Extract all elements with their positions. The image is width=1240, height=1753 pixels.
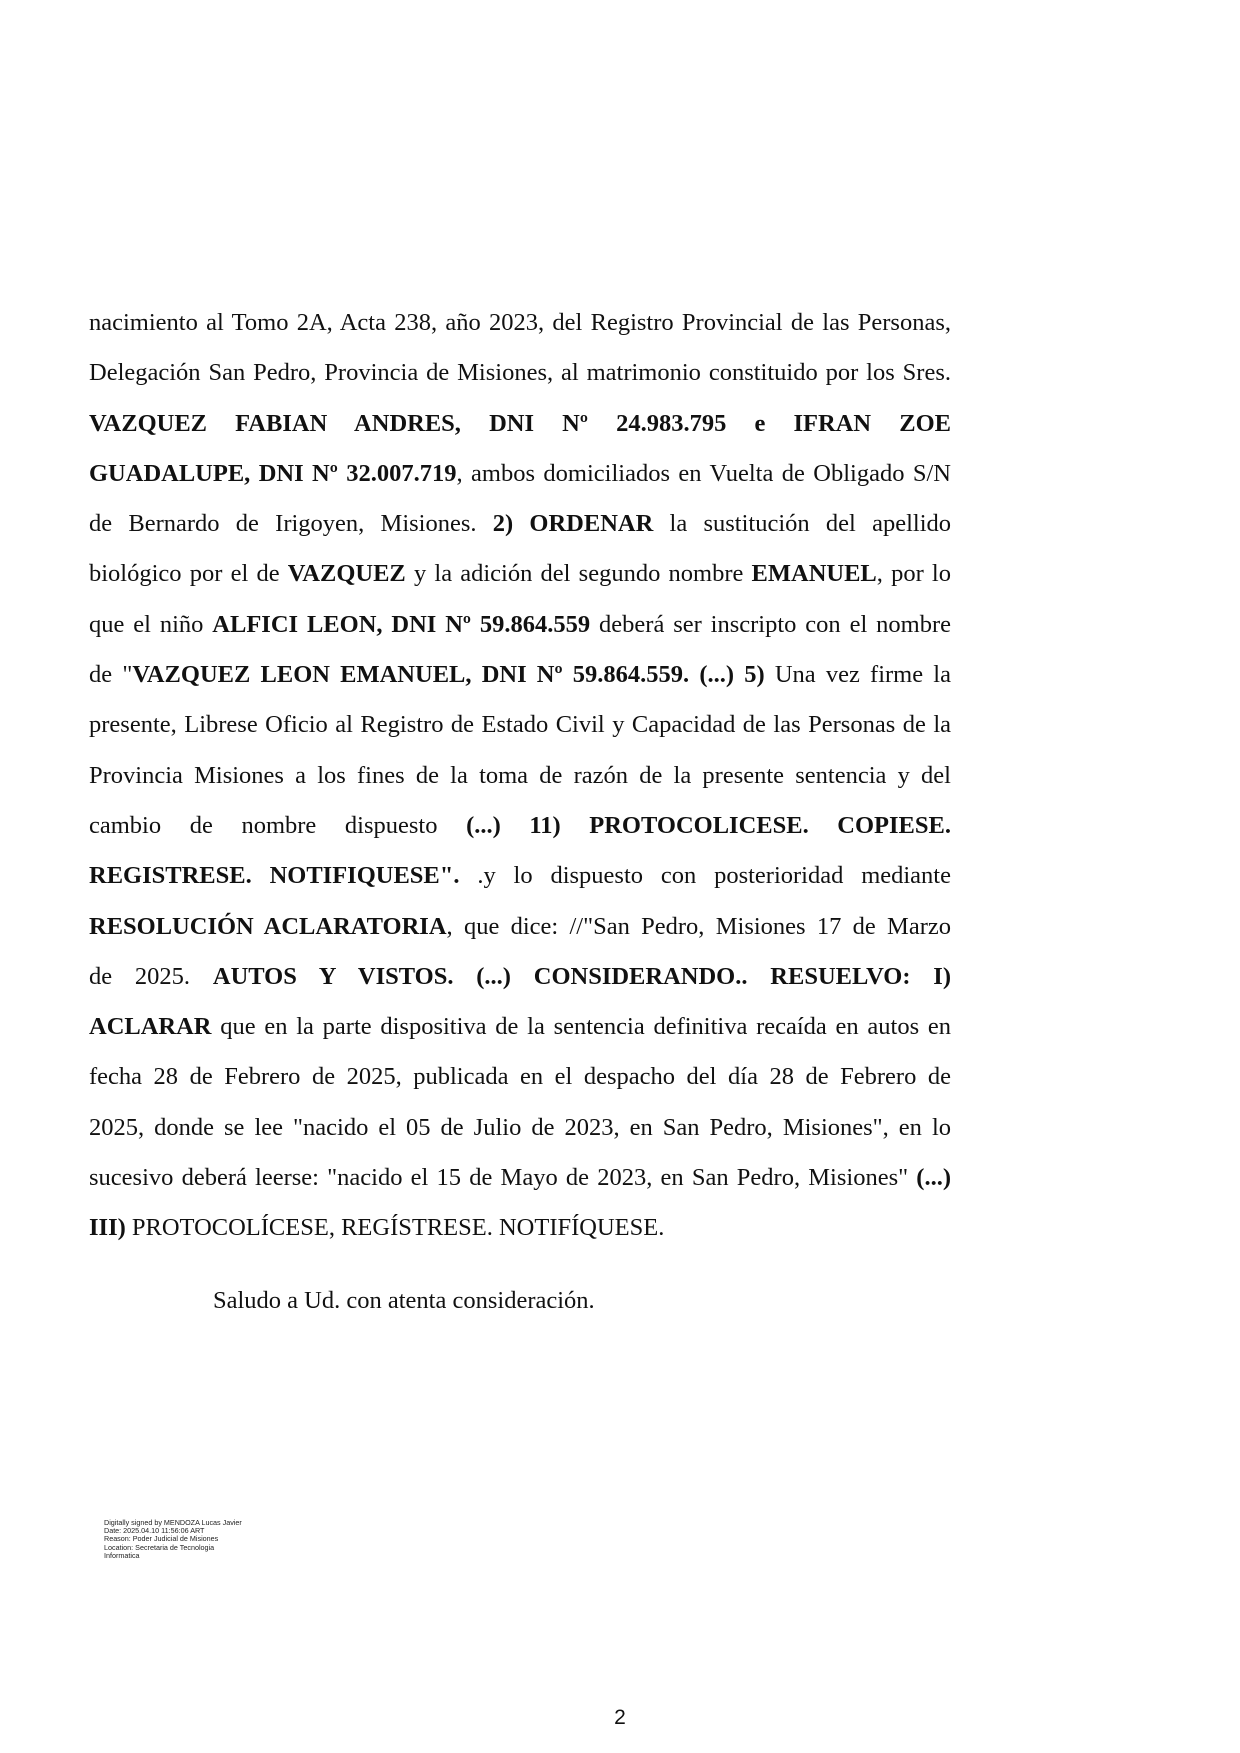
text-run: 2025, donde se lee "nacido el 05 de Julio de 2023, en San Pedro, Misiones", en lo <box>89 1113 951 1141</box>
text-run: y la adición del segundo nombre <box>405 560 752 588</box>
signature-line: Informatica <box>104 1550 140 1560</box>
text-line <box>89 1203 951 1253</box>
text-run-bold: GUADALUPE, DNI Nº 32.007.719 <box>89 459 457 487</box>
text-line <box>89 1153 951 1203</box>
text-line <box>89 1052 951 1102</box>
text-run: sucesivo deberá leerse: "nacido el 15 de Mayo de 2023, en San Pedro, Misiones" <box>89 1164 917 1192</box>
text-run: que en la parte dispositiva de la sentencia definitiva recaída en autos en <box>211 1013 951 1041</box>
signature-line: Location: Secretaria de Tecnologia <box>104 1542 215 1552</box>
text-run-bold: VAZQUEZ FABIAN ANDRES, DNI Nº 24.983.795 e IFRAN ZOE <box>89 409 951 437</box>
text-line <box>89 650 951 700</box>
text-line <box>89 1103 951 1153</box>
text-line <box>89 700 951 750</box>
text-run-bold: AUTOS Y VISTOS. (...) CONSIDERANDO.. RESUELVO: I) <box>212 962 951 990</box>
body-text <box>89 298 951 1254</box>
text-run: de " <box>89 661 133 689</box>
signature-line: Digitally signed by MENDOZA Lucas Javier <box>104 1518 242 1527</box>
text-line <box>89 751 951 801</box>
text-run: la sustitución del apellido <box>653 510 952 538</box>
text-run: , por lo <box>876 560 951 588</box>
text-run: deberá ser inscripto con el nombre <box>590 610 951 638</box>
text-run: de 2025. <box>89 962 213 990</box>
text-line <box>89 952 951 1002</box>
text-run: cambio de nombre dispuesto <box>89 811 467 839</box>
text-run: Delegación San Pedro, Provincia de Misiones, al matrimonio constituido por los Sres. <box>89 359 951 387</box>
text-run: Una vez firme la <box>764 661 951 689</box>
text-run: de Bernardo de Irigoyen, Misiones. <box>89 510 493 538</box>
digital-signature-stamp <box>104 1519 304 1560</box>
signature-line: Date: 2025.04.10 11:56:06 ART <box>104 1526 205 1536</box>
text-run: presente, Librese Oficio al Registro de Estado Civil y Capacidad de las Personas de la <box>89 711 951 739</box>
text-run-bold: EMANUEL <box>751 560 877 588</box>
signature-line: Reason: Poder Judicial de Misiones <box>104 1534 219 1544</box>
text-run: .y lo dispuesto con posterioridad mediante <box>459 862 951 890</box>
text-run-bold: 2) ORDENAR <box>492 510 654 538</box>
text-run-bold: (...) <box>916 1164 951 1192</box>
text-line <box>89 549 951 599</box>
text-line <box>89 902 951 952</box>
text-run-bold: REGISTRESE. NOTIFIQUESE". <box>89 862 460 890</box>
text-line <box>89 600 951 650</box>
text-line <box>89 298 951 348</box>
closing-salutation: Saludo a Ud. con atenta consideración. <box>213 1287 595 1314</box>
text-run-bold: (...) 11) PROTOCOLICESE. COPIESE. <box>466 811 951 839</box>
text-run: nacimiento al Tomo 2A, Acta 238, año 2023, del Registro Provincial de las Personas, <box>89 309 951 336</box>
text-run-bold: III) <box>89 1214 126 1242</box>
text-run-bold: VAZQUEZ LEON EMANUEL, DNI Nº 59.864.559. (...) 5) <box>132 661 765 689</box>
text-line <box>89 499 951 549</box>
text-run-bold: VAZQUEZ <box>287 560 406 588</box>
text-line <box>89 348 951 398</box>
text-line <box>89 449 951 499</box>
text-line <box>89 801 951 851</box>
text-run-bold: ACLARAR <box>89 1013 212 1041</box>
text-line <box>89 851 951 901</box>
text-run-bold: ALFICI LEON, DNI Nº 59.864.559 <box>212 610 591 638</box>
text-line <box>89 399 951 449</box>
text-run-bold: RESOLUCIÓN ACLARATORIA <box>89 912 447 940</box>
text-run: , que dice: //"San Pedro, Misiones 17 de Marzo <box>446 912 951 940</box>
text-line <box>89 1002 951 1052</box>
text-run: Provincia Misiones a los fines de la toma de razón de la presente sentencia y del <box>89 761 951 789</box>
text-run: , ambos domiciliados en Vuelta de Obligado S/N <box>456 459 952 487</box>
text-run: fecha 28 de Febrero de 2025, publicada en el despacho del día 28 de Febrero de <box>89 1063 951 1091</box>
page-number: 2 <box>614 1706 626 1729</box>
text-run: biológico por el de <box>89 560 288 588</box>
text-run: PROTOCOLÍCESE, REGÍSTRESE. NOTIFÍQUESE. <box>125 1214 665 1242</box>
text-run: que el niño <box>89 610 213 638</box>
